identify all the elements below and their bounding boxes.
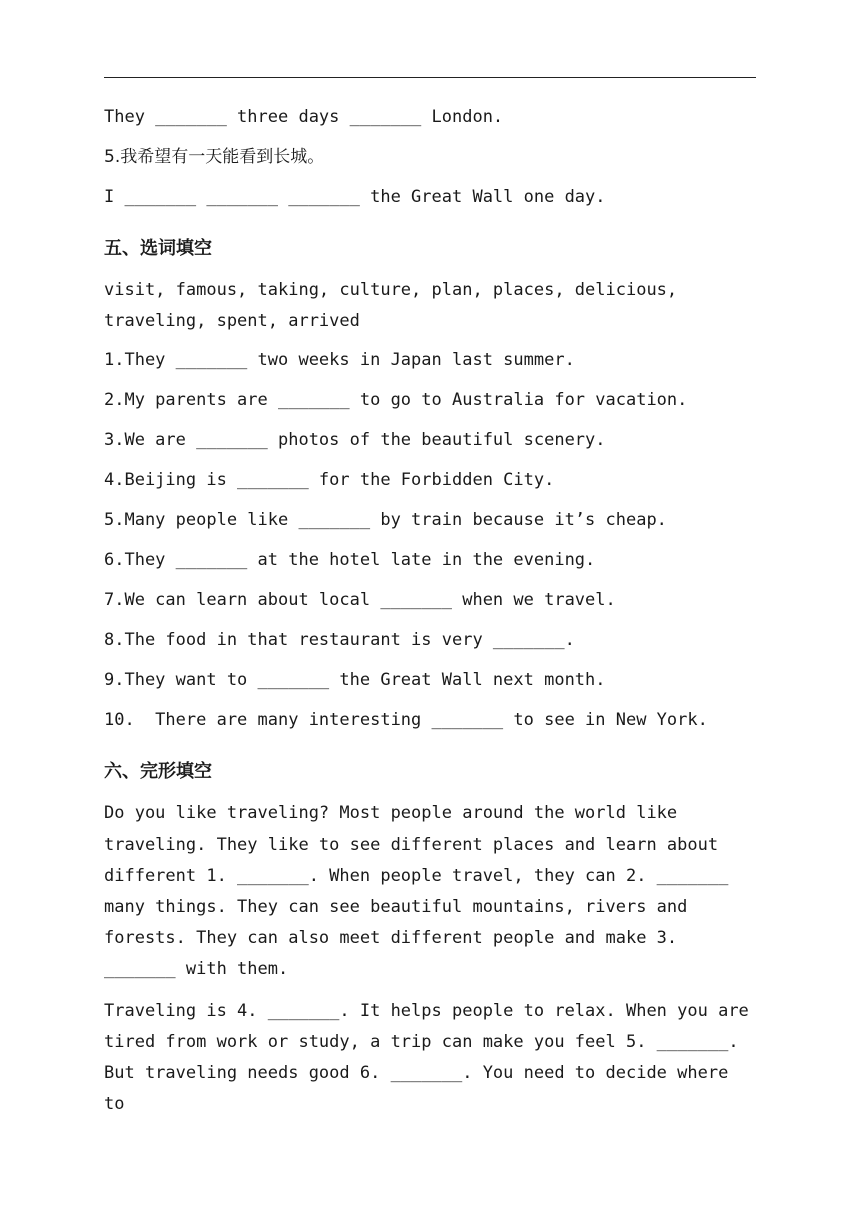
- section5-item-4: 4.Beijing is _______ for the Forbidden City.: [104, 470, 555, 491]
- worksheet-body: [104, 104, 756, 1130]
- section4-item4-english: They _______ three days _______ London.: [104, 107, 504, 127]
- section4-item5-english: I _______ _______ _______ the Great Wall one day.: [104, 187, 606, 207]
- section5-heading: 五、选词填空: [104, 238, 212, 259]
- section5-item-2: 2.My parents are _______ to go to Australia for vacation.: [104, 390, 688, 411]
- header-rule: [104, 77, 756, 78]
- section5-item-9: 9.They want to _______ the Great Wall next month.: [104, 670, 606, 691]
- section5-word-bank: visit, famous, taking, culture, plan, places, delicious, traveling, spent, arrived: [104, 280, 678, 332]
- section4-item5-chinese: 5.我希望有一天能看到长城。: [104, 147, 325, 167]
- section6-heading: 六、完形填空: [104, 761, 212, 783]
- section6-paragraph-1: Do you like traveling? Most people around the world like traveling. They like to see different places and learn about different 1. _______. When people travel, they can 2. _______ many things. They can see beautiful mountains, rivers and forests. They can also meet different people and make 3. _______ with them.: [104, 803, 729, 980]
- section6-paragraph-2: Traveling is 4. _______. It helps people to relax. When you are tired from work or study, a trip can make you feel 5. _______. But traveling needs good 6. _______. You need to decide where to: [104, 1000, 749, 1115]
- section5-item-8: 8.The food in that restaurant is very _______.: [104, 630, 575, 651]
- section5-item-3: 3.We are _______ photos of the beautiful scenery.: [104, 430, 606, 451]
- section5-item-5: 5.Many people like _______ by train because it’s cheap.: [104, 510, 667, 531]
- section5-item-1: 1.They _______ two weeks in Japan last summer.: [104, 350, 575, 371]
- section5-item-7: 7.We can learn about local _______ when we travel.: [104, 590, 616, 611]
- section5-item-6: 6.They _______ at the hotel late in the evening.: [104, 550, 596, 571]
- section5-item-10: 10. There are many interesting _______ to see in New York.: [104, 710, 708, 731]
